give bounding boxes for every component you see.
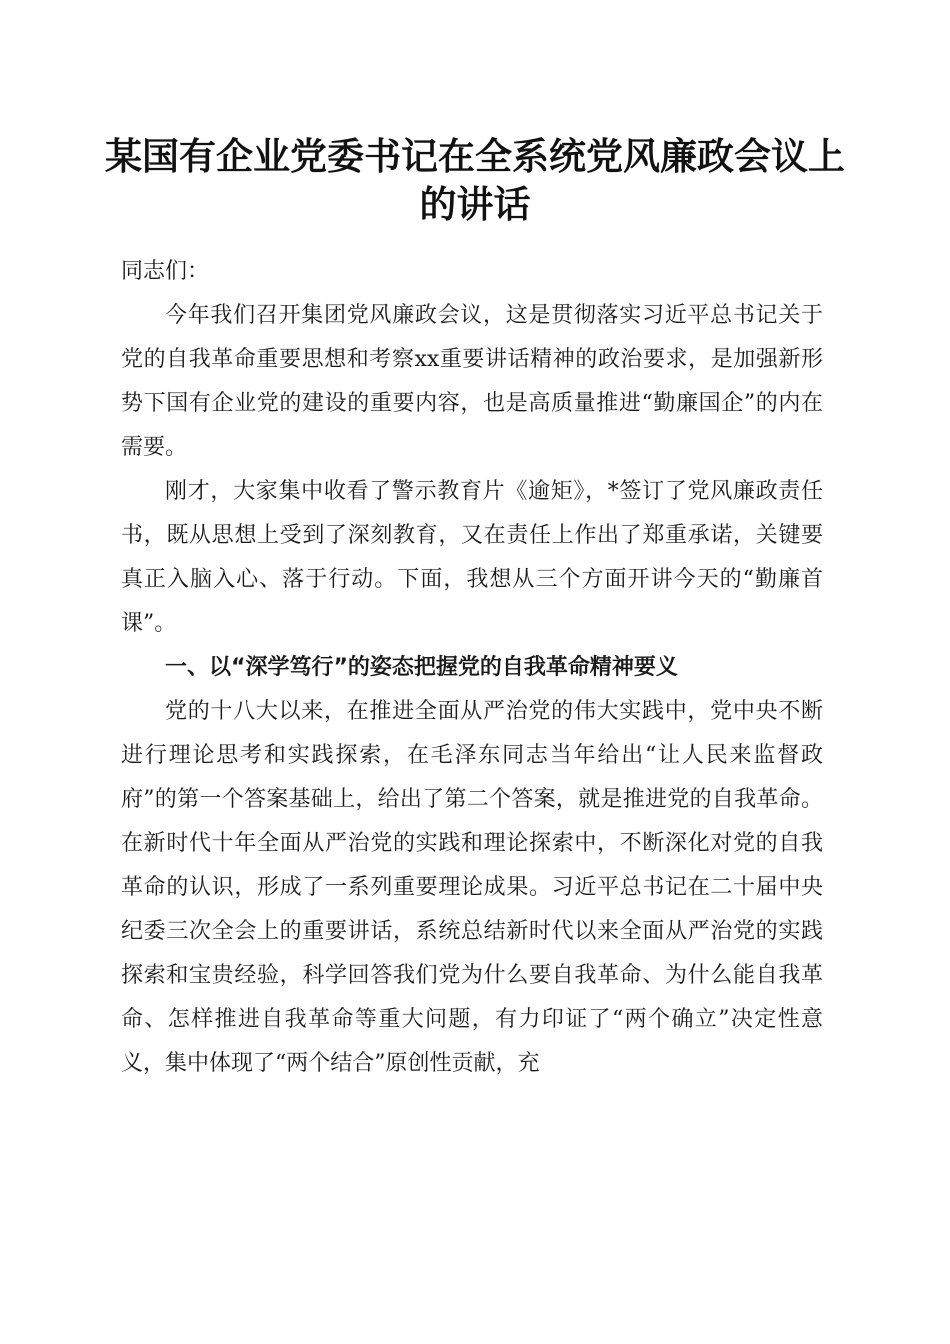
document-body (121, 250, 823, 1086)
section-paragraph: 党的十八大以来，在推进全面从严治党的伟大实践中，党中央不断进行理论思考和实践探索，在毛泽东同志当年给出“让人民来监督政府”的第一个答案基础上，给出了第二个答案，就是推进党的自我革命。在新时代十年全面从严治党的实践和理论探索中，不断深化对党的自我革命的认识，形成了一系列重要理论成果。习近平总书记在二十届中央纪委三次全会上的重要讲话，系统总结新时代以来全面从严治党的实践探索和宝贵经验，科学回答我们党为什么要自我革命、为什么能自我革命、怎样推进自我革命等重大问题，有力印证了“两个确立”决定性意义，集中体现了“两个结合”原创性贡献，充 (121, 699, 823, 1076)
document-title: 某国有企业党委书记在全系统党风廉政会议上的讲话 (105, 134, 845, 226)
paragraph-opening: 今年我们召开集团党风廉政会议，这是贯彻落实习近平总书记关于党的自我革命重要思想和考察xx重要讲话精神的政治要求，是加强新形势下国有企业党的建设的重要内容，也是高质量推进“勤廉国企”的内在需要。 (121, 303, 823, 460)
paragraph-intro: 刚才，大家集中收看了警示教育片《逾矩》，*签订了党风廉政责任书，既从思想上受到了深刻教育，又在责任上作出了郑重承诺，关键要真正入脑入心、落于行动。下面，我想从三个方面开讲今天的“勤廉首课”。 (121, 479, 823, 636)
section-heading: 一、以“深学笃行”的姿态把握党的自我革命精神要义 (165, 655, 678, 680)
salutation: 同志们： (121, 259, 210, 284)
